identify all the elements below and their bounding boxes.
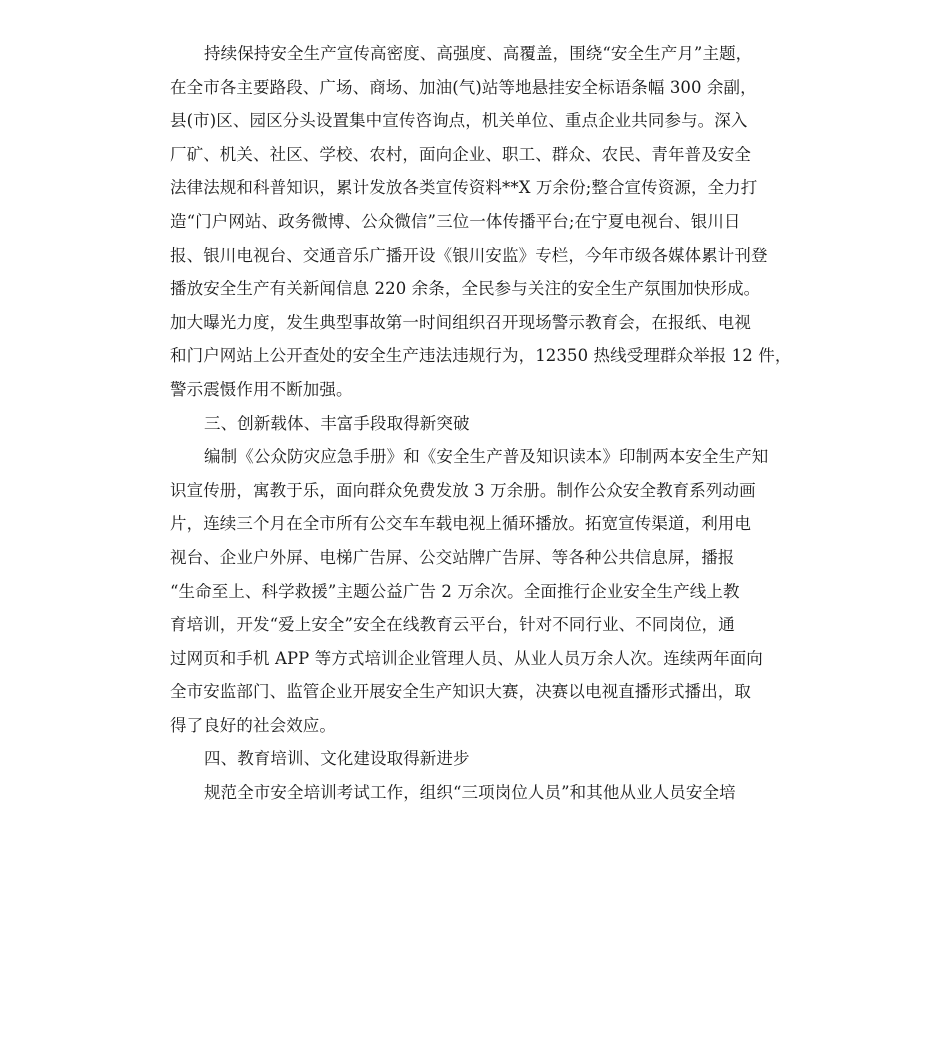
text-line: 在全市各主要路段、广场、商场、加油(气)站等地悬挂安全标语条幅 300 余副， [170, 77, 757, 97]
text-line: 造“门户网站、政务微博、公众微信”三位一体传播平台;在宁夏电视台、银川日 [170, 211, 741, 231]
text-line: 法律法规和科普知识，累计发放各类宣传资料**X 万余份;整合宣传资源，全力打 [170, 178, 758, 198]
text-line: 加大曝光力度，发生典型事故第一时间组织召开现场警示教育会，在报纸、电视 [170, 312, 751, 332]
text-line: 得了良好的社会效应。 [170, 715, 336, 735]
text-line: “生命至上、科学救援”主题公益广告 2 万余次。全面推行企业安全生产线上教 [170, 581, 740, 601]
text-line: 三、创新载体、丰富手段取得新突破 [204, 413, 470, 433]
text-line: 厂矿、机关、社区、学校、农村，面向企业、职工、群众、农民、青年普及安全 [170, 144, 751, 164]
text-line: 片，连续三个月在全市所有公交车车载电视上循环播放。拓宽宣传渠道，利用电 [170, 514, 751, 534]
text-line: 警示震慑作用不断加强。 [170, 379, 353, 399]
text-line: 县(市)区、园区分头设置集中宣传咨询点，机关单位、重点企业共同参与。深入 [170, 111, 748, 131]
text-line: 报、银川电视台、交通音乐广播开设《银川安监》专栏，今年市级各媒体累计刊登 [170, 245, 768, 265]
text-line: 识宣传册，寓教于乐，面向群众免费发放 3 万余册。制作公众安全教育系列动画 [170, 480, 756, 500]
text-line: 育培训，开发“爱上安全”安全在线教育云平台，针对不同行业、不同岗位，通 [170, 615, 735, 635]
text-line: 播放安全生产有关新闻信息 220 余条，全民参与关注的安全生产氛围加快形成。 [170, 279, 761, 299]
text-line: 过网页和手机 APP 等方式培训企业管理人员、从业人员万余人次。连续两年面向 [170, 648, 763, 668]
text-line: 全市安监部门、监管企业开展安全生产知识大赛，决赛以电视直播形式播出，取 [170, 682, 751, 702]
text-line: 视台、企业户外屏、电梯广告屏、公交站牌广告屏、等各种公共信息屏，播报 [170, 547, 735, 567]
text-line: 规范全市安全培训考试工作，组织“三项岗位人员”和其他从业人员安全培 [204, 783, 736, 803]
text-line: 和门户网站上公开查处的安全生产违法违规行为，12350 热线受理群众举报 12 件， [170, 346, 792, 366]
text-line: 编制《公众防灾应急手册》和《安全生产普及知识读本》印制两本安全生产知 [204, 447, 769, 467]
text-line: 持续保持安全生产宣传高密度、高强度、高覆盖，围绕“安全生产月”主题， [204, 44, 753, 63]
text-line: 四、教育培训、文化建设取得新进步 [204, 749, 470, 769]
document-body [170, 37, 795, 810]
